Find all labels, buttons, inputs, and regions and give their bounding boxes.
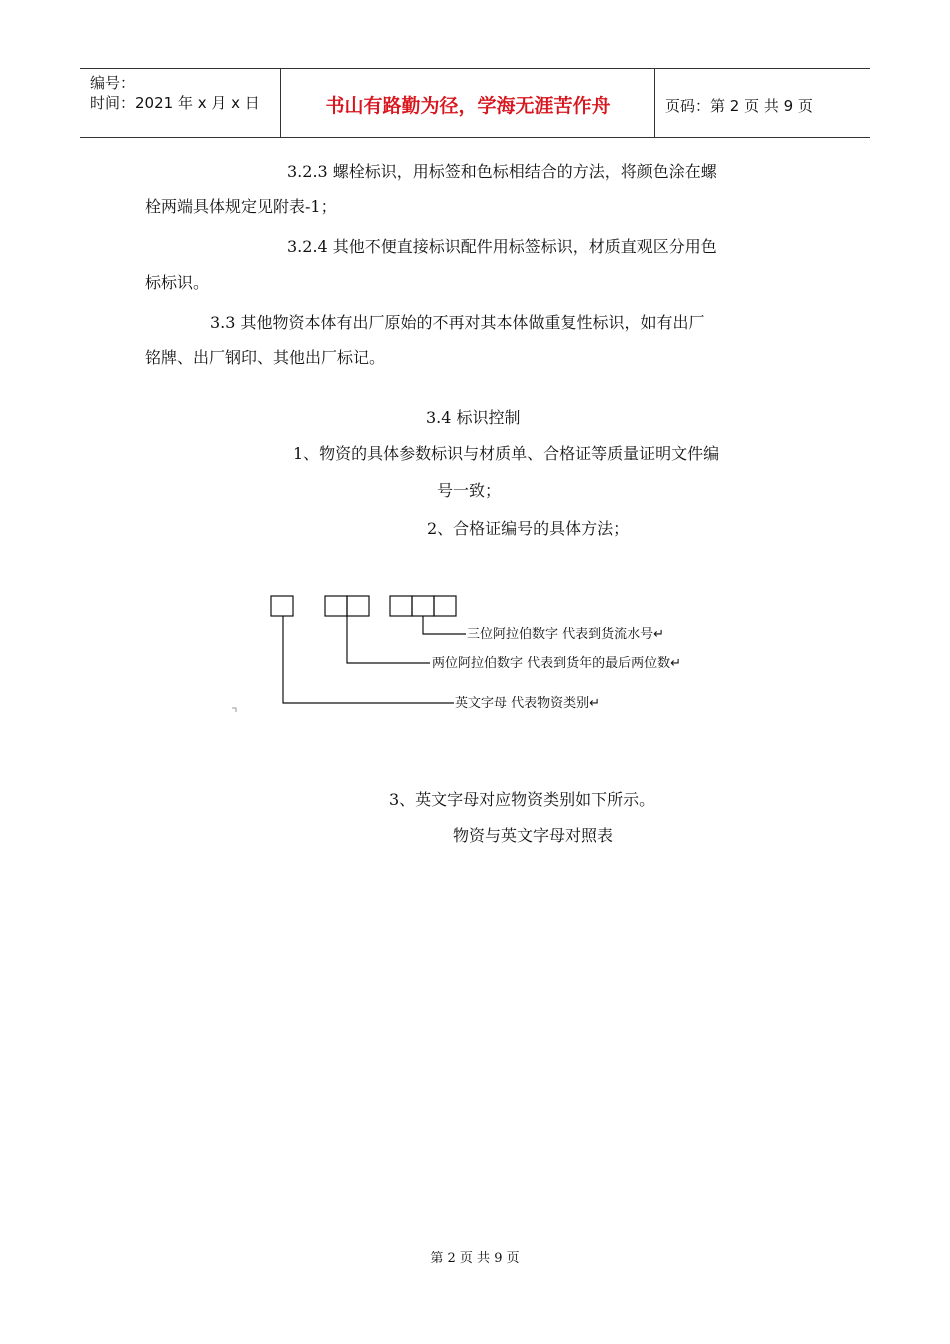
letter-label: 英文字母 代表物资类别↵ — [455, 696, 601, 711]
paragraph-3-3-line1: 3.3 其他物资本体有出厂原始的不再对其本体做重复性标识，如有出厂 — [210, 313, 705, 332]
item-1-line2: 号一致； — [437, 481, 502, 500]
letter-connector — [283, 616, 454, 703]
year-box-2 — [347, 596, 369, 616]
item-1-line1: 1、物资的具体参数标识与材质单、合格证等质量证明文件编 — [293, 444, 720, 463]
paragraph-3-2-4-line2: 标标识。 — [145, 273, 210, 292]
doc-number-label: 编号： — [90, 74, 136, 92]
header-page-number: 页码：第 2 页 共 9 页 — [665, 97, 813, 115]
corner-mark — [232, 708, 236, 712]
header-motto: 书山有路勤为径，学海无涯苦作舟 — [325, 95, 611, 117]
year-box-1 — [325, 596, 347, 616]
year-label: 两位阿拉伯数字 代表到货年的最后两位数↵ — [432, 656, 682, 671]
paragraph-3-2-3-line1: 3.2.3 螺栓标识，用标签和色标相结合的方法，将颜色涂在螺 — [287, 162, 717, 181]
serial-box-3 — [434, 596, 456, 616]
doc-time-label: 时间：2021 年 x 月 x 日 — [90, 94, 260, 112]
item-2: 2、合格证编号的具体方法； — [427, 519, 630, 538]
footer-page-number: 第 2 页 共 9 页 — [430, 1251, 520, 1266]
paragraph-3-2-4-line1: 3.2.4 其他不便直接标识配件用标签标识，材质直观区分用色 — [287, 237, 717, 256]
serial-connector — [423, 616, 466, 634]
serial-box-2 — [412, 596, 434, 616]
section-3-4-title: 3.4 标识控制 — [426, 408, 521, 427]
serial-label: 三位阿拉伯数字 代表到货流水号↵ — [467, 627, 665, 642]
year-connector — [347, 616, 430, 663]
paragraph-3-2-3-line2: 栓两端具体规定见附表-1； — [145, 197, 337, 216]
paragraph-3-3-line2: 铭牌、出厂钢印、其他出厂标记。 — [145, 348, 386, 367]
serial-box-1 — [390, 596, 412, 616]
item-3: 3、英文字母对应物资类别如下所示。 — [389, 790, 656, 809]
letter-box — [271, 596, 293, 616]
table-title: 物资与英文字母对照表 — [453, 826, 614, 845]
